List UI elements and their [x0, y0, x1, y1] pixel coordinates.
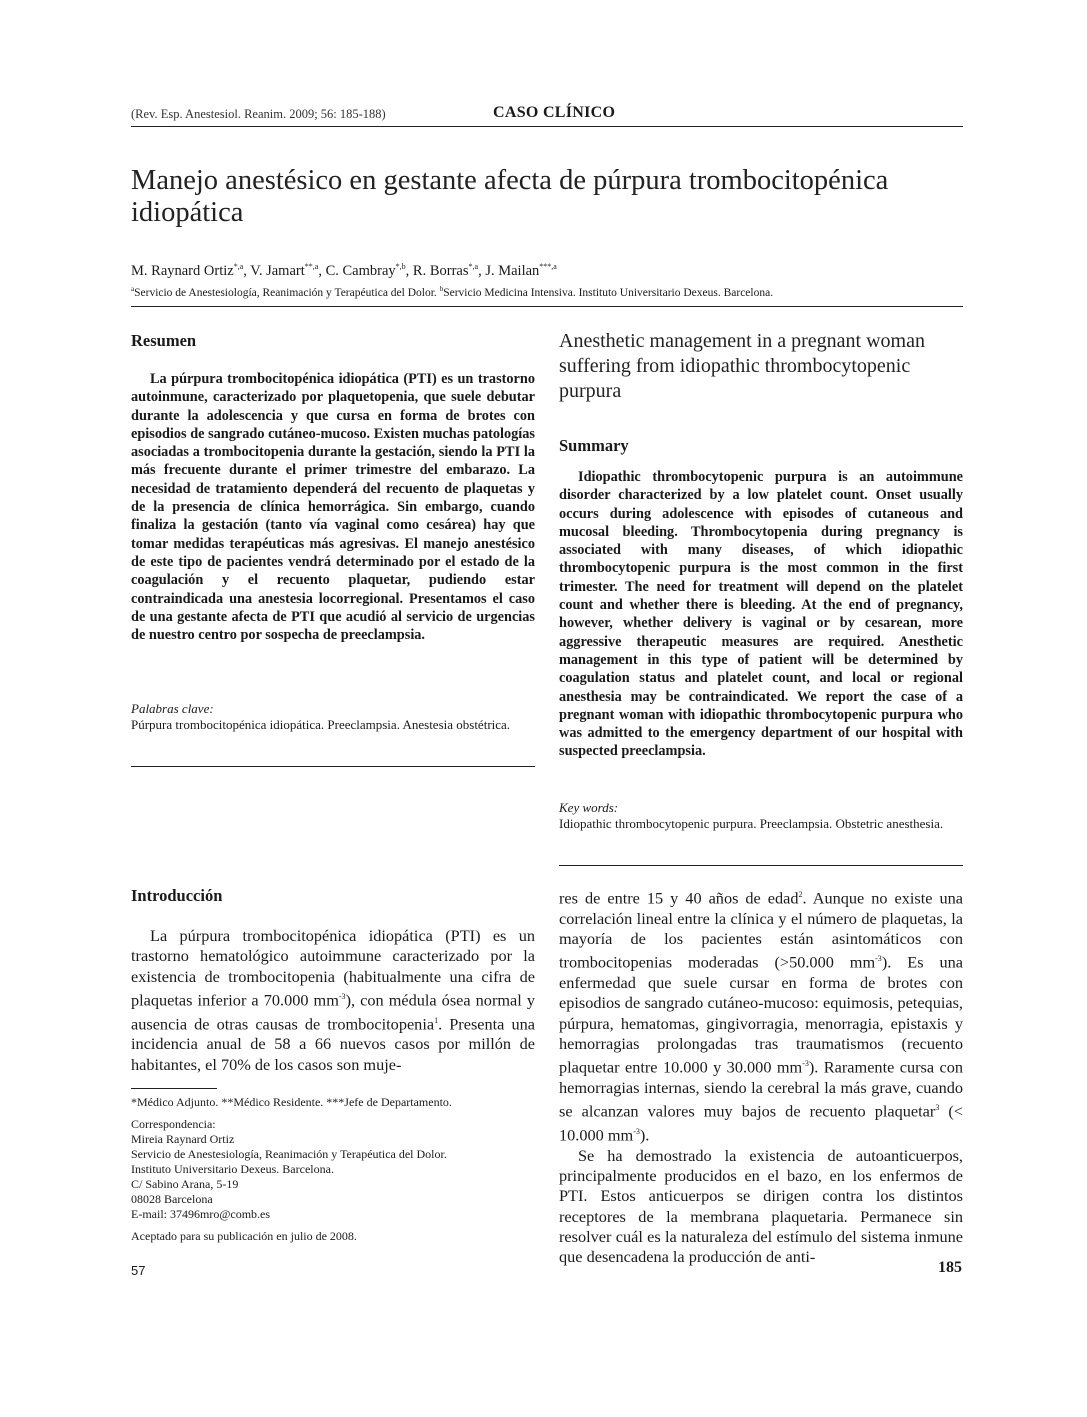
- author: R. Borras: [412, 262, 469, 279]
- text-run: La púrpura trombocitopénica idiopática (PTI) es un trastorno hematológico autoimmune caracterizado por la existencia de trombocitopenia (habitualmente una cifra de plaquetas inferior a 70.000 mm: [131, 926, 535, 1010]
- intro-heading: Introducción: [131, 886, 223, 905]
- citation-ref: 1: [434, 1015, 439, 1025]
- keywords-text: Idiopathic thrombocytopenic purpura. Preeclampsia. Obstetric anesthesia.: [559, 816, 944, 831]
- text-run: . Presenta una incidencia anual de 58 a 66 nuevos casos por millón de habitantes, el 70% de los casos son muje-: [131, 1014, 535, 1074]
- intro-paragraph: [559, 885, 963, 1146]
- correspondence-line: Mireia Raynard Ortiz: [131, 1132, 235, 1146]
- text-run: ). Es una enfermedad que suele cursar en forma de brotes con episodios de sangrado cutáneo-mucoso: equimosis, petequias, púrpura, hematomas, gingivorragia, menorragia, epistaxis y hemorragias prolongadas tras traumatismos (recuento plaquetar entre 10.000 y 30.000 mm: [559, 952, 964, 1077]
- correspondence-line: C/ Sabino Arana, 5-19: [131, 1177, 239, 1191]
- text-run: ). Raramente cursa con hemorragias internas, siendo la cerebral la más grave, cuando se alcanzan valores muy bajos de recuento plaquetar: [559, 1057, 964, 1121]
- citation-ref: 3: [935, 1103, 940, 1113]
- footnote-rule: [131, 1088, 217, 1089]
- correspondence-line: Instituto Universitario Dexeus. Barcelona.: [131, 1162, 334, 1176]
- superscript: -3: [633, 1126, 640, 1136]
- english-title: Anesthetic management in a pregnant woman suffering from idiopathic thrombocytopenic purpura: [559, 330, 925, 402]
- keywords-text: Púrpura trombocitopénica idiopática. Preeclampsia. Anestesia obstétrica.: [131, 717, 511, 732]
- accepted-date: Aceptado para su publicación en julio de 2008.: [131, 1229, 357, 1243]
- correspondence-email: E-mail: 37496mro@comb.es: [131, 1207, 271, 1221]
- authors-rule: [131, 306, 963, 307]
- page-number-left: 57: [131, 1263, 146, 1278]
- superscript: -3: [875, 954, 882, 964]
- keywords-label: Key words:: [559, 800, 619, 815]
- keywords-label: Palabras clave:: [131, 701, 214, 716]
- affiliation-b: Servicio Medicina Intensiva. Instituto Universitario Dexeus. Barcelona.: [443, 286, 774, 299]
- article-title: Manejo anestésico en gestante afecta de púrpura trombocitopénica idiopática: [131, 165, 889, 228]
- text-run: ), con médula ósea normal y ausencia de otras causas de trombocitopenia: [131, 990, 535, 1034]
- page-number-right: 185: [938, 1259, 962, 1276]
- affiliation-mark: a: [131, 285, 135, 293]
- author-mark: ***,a: [539, 262, 557, 271]
- author: J. Mailan: [485, 262, 540, 279]
- journal-reference: (Rev. Esp. Anestesiol. Reanim. 2009; 56: 185-188): [131, 107, 386, 121]
- affiliation-a: Servicio de Anestesiología, Reanimación y Terapéutica del Dolor.: [134, 286, 440, 299]
- summary-keywords: [559, 800, 963, 832]
- author-separator: ,: [478, 262, 486, 279]
- resumen-heading: Resumen: [131, 331, 197, 350]
- author: M. Raynard Ortiz: [131, 262, 234, 279]
- correspondence-line: 08028 Barcelona: [131, 1192, 213, 1206]
- header-rule: [131, 126, 963, 127]
- superscript: -3: [802, 1059, 809, 1069]
- intro-column-left: [131, 926, 535, 1075]
- intro-paragraph: Se ha demostrado la existencia de autoanticuerpos, principalmente producidos en el bazo, en los enfermos de PTI. Estos anticuerpos se dirigen contra los distintos receptores de la membrana plaquetaria. Permanece sin resolver cuál es la naturaleza del estímulo del sistema inmune que desencadena la producción de anti-: [559, 1145, 963, 1267]
- author-mark: **,a: [304, 262, 319, 271]
- author: V. Jamart: [250, 262, 305, 279]
- summary-rule: [559, 865, 963, 866]
- footnote: *Médico Adjunto. **Médico Residente. ***Jefe de Departamento.: [131, 1095, 452, 1109]
- text-run: (< 10.000 mm: [559, 1101, 963, 1145]
- correspondence-line: Servicio de Anestesiología, Reanimación y Terapéutica del Dolor.: [131, 1147, 447, 1161]
- affiliation-mark: b: [439, 285, 444, 293]
- summary-heading: Summary: [559, 436, 629, 455]
- affiliations: [131, 285, 773, 299]
- author: C. Cambray: [325, 262, 396, 279]
- text-run: ).: [639, 1125, 650, 1145]
- section-label: CASO CLÍNICO: [493, 104, 616, 121]
- correspondence: [131, 1117, 447, 1222]
- resumen-keywords: [131, 701, 535, 733]
- author-separator: ,: [318, 262, 326, 279]
- author-separator: ,: [243, 262, 251, 279]
- text-run: res de entre 15 y 40 años de edad: [559, 888, 799, 908]
- author-mark: *,b: [395, 262, 406, 271]
- summary-text: Idiopathic thrombocytopenic purpura is an autoimmune disorder characterized by a low platelet count. Onset usually occurs during adolescence with episodes of cutaneous and mucosal bleeding. Thrombocytopenia during pregnancy is associated with many diseases, of which idiopathic thrombocytopenic purpura is the most common in the first trimester. The need for treatment will depend on the platelet count and whether there is bleeding. At the end of pregnancy, however, whether delivery is vaginal or by cesarean, more aggressive therapeutic measures are required. Anesthetic management in this type of patient will be determined by coagulation status and platelet count, and local or regional anesthesia may be contraindicated. We report the case of a pregnant woman with idiopathic thrombocytopenic purpura who was admitted to the emergency department of our hospital with suspected preeclampsia.: [559, 469, 963, 760]
- author-list: [131, 262, 557, 280]
- author-separator: ,: [405, 262, 413, 279]
- text-run: . Aunque no existe una correlación lineal entre la clínica y el número de plaquetas, la mayoría de los pacientes están asintomáticos con trombocitopenias moderadas (>50.000 mm: [559, 888, 964, 972]
- superscript: -3: [338, 991, 346, 1001]
- author-mark: *,a: [233, 262, 244, 271]
- resumen-rule: [131, 766, 535, 767]
- intro-column-right: [559, 885, 963, 1267]
- author-mark: *,a: [468, 262, 479, 271]
- intro-paragraph: [131, 926, 535, 1075]
- citation-ref: 2: [798, 890, 803, 899]
- resumen-text: La púrpura trombocitopénica idiopática (PTI) es un trastorno autoinmune, caracterizado por plaquetopenia, que suele debutar durante la adolescencia y que cursa en forma de brotes con episodios de sangrado cutáneo-mucoso. Existen muchas patologías asociadas a trombocitopenia durante la gestación, siendo la PTI la más frecuente durante el primer trimestre del embarazo. La necesidad de tratamiento dependerá del recuento de plaquetas y de la presencia de clínica hemorrágica. Sin embargo, cuando finaliza la gestación (tanto vía vaginal como cesárea) hay que tomar medidas terapéuticas más agresivas. El manejo anestésico de este tipo de pacientes vendrá determinado por el estado de la coagulación y el recuento plaquetar, pudiendo estar contraindicada una anestesia locorregional. Presentamos el caso de una gestante afecta de PTI que acudió al servicio de urgencias de nuestro centro por sospecha de preeclampsia.: [131, 371, 535, 644]
- correspondence-label: Correspondencia:: [131, 1117, 216, 1131]
